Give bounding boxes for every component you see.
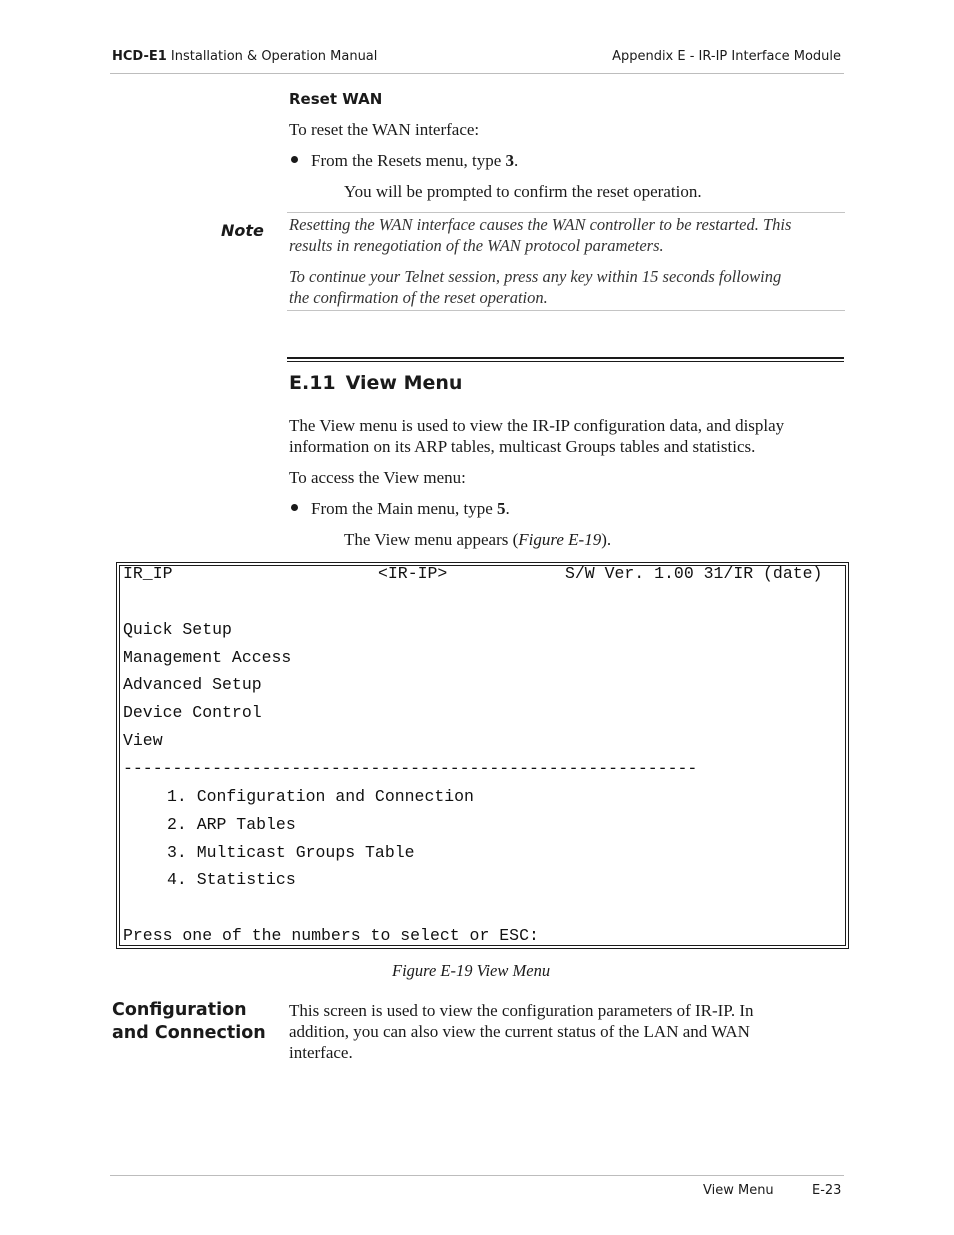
page-number: E-23 [812,1183,842,1198]
terminal-prompt: Press one of the numbers to select or ESC: [123,926,539,945]
menu-item-device-control: Device Control [123,703,262,722]
config-description [289,1000,754,1063]
section-rule-thin [287,361,844,362]
config-line: This screen is used to view the configuration parameters of IR-IP. In [289,1001,754,1020]
desc-line: information on its ARP tables, multicast Groups tables and statistics. [289,437,756,456]
footer-rule [110,1175,844,1176]
manual-title: Installation & Operation Manual [166,49,378,64]
menu-item-view: View [123,731,163,750]
menu-item-management-access: Management Access [123,648,292,667]
note-top-rule [287,212,845,213]
reset-wan-step [311,150,518,171]
config-line: addition, you can also view the current status of the LAN and WAN [289,1022,750,1041]
appears-text [344,529,611,550]
section-title [289,372,462,394]
section-description [289,415,784,457]
terminal-separator: ---------------------------------------------------------- [123,759,698,778]
step-key: 3 [505,151,515,170]
note-line: the confirmation of the reset operation. [289,288,548,307]
note-bottom-rule [287,310,845,311]
step-end: . [505,499,510,518]
running-header-appendix: Appendix E - IR-IP Interface Module [612,49,841,64]
terminal-title-center: <IR-IP> [378,564,448,583]
access-step [311,498,510,519]
option-statistics: 4. Statistics [167,870,296,889]
note-paragraph-1 [289,214,845,256]
desc-line: The View menu is used to view the IR-IP configuration data, and display [289,416,785,435]
access-intro: To access the View menu: [289,468,466,487]
bullet-icon [291,504,298,511]
header-rule [110,73,844,74]
note-label: Note [221,221,264,240]
bullet-icon [291,156,298,163]
reset-wan-result: You will be prompted to confirm the reset operation. [344,182,702,201]
menu-item-advanced-setup: Advanced Setup [123,675,262,694]
terminal-version: S/W Ver. 1.00 31/IR (date) [565,564,823,583]
terminal-title-left: IR_IP [123,564,173,583]
section-name: View Menu [345,372,463,394]
section-rule-thick [287,357,844,359]
appears-post: ). [601,530,612,549]
note-line: To continue your Telnet session, press any key within 15 seconds following [289,267,782,286]
reset-wan-heading: Reset WAN [289,90,383,108]
menu-item-quick-setup: Quick Setup [123,620,232,639]
config-line: interface. [289,1043,353,1062]
step-text: From the Resets menu, type [311,151,506,170]
option-arp-tables: 2. ARP Tables [167,815,296,834]
config-heading-line: and Connection [112,1023,266,1043]
reset-wan-intro: To reset the WAN interface: [289,120,480,139]
config-heading [112,999,266,1045]
step-text: From the Main menu, type [311,499,498,518]
manual-product: HCD-E1 [112,49,167,64]
note-line: results in renegotiation of the WAN protocol parameters. [289,236,664,255]
note-line: Resetting the WAN interface causes the WAN controller to be restarted. This [289,215,792,234]
footer-section: View Menu [703,1183,774,1198]
config-heading-line: Configuration [112,1000,247,1020]
option-configuration: 1. Configuration and Connection [167,787,474,806]
figure-ref: Figure E-19 [518,530,602,549]
figure-caption: Figure E-19 View Menu [392,961,551,980]
step-key: 5 [497,499,506,518]
option-multicast: 3. Multicast Groups Table [167,843,415,862]
appears-pre: The View menu appears ( [344,530,519,549]
running-header-title [112,49,377,64]
note-paragraph-2 [289,266,845,308]
section-number: E.11 [289,372,336,394]
step-end: . [514,151,519,170]
